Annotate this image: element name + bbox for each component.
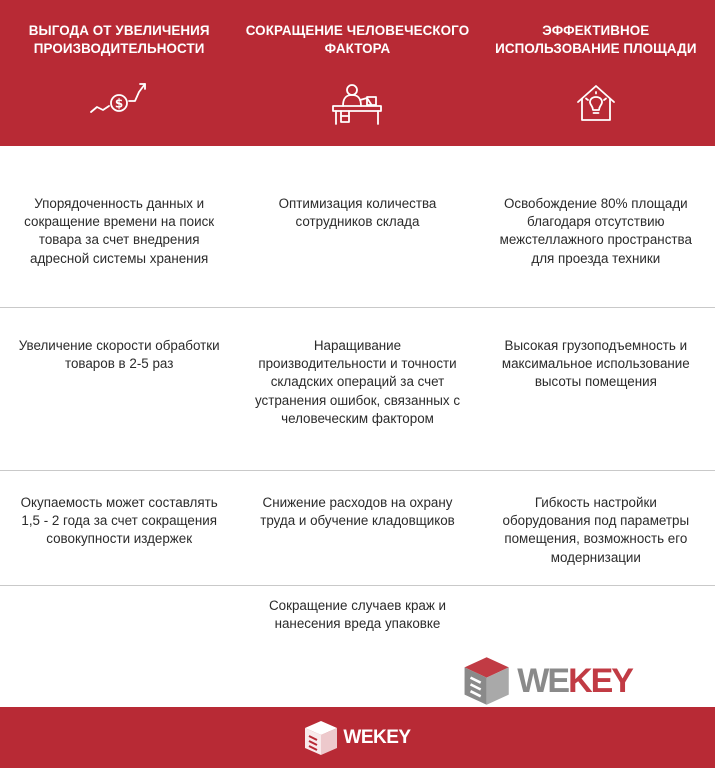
house-idea-icon	[566, 80, 626, 128]
money-growth-icon	[89, 80, 149, 128]
table-row	[0, 471, 715, 586]
header-title-space: ЭФФЕКТИВНОЕ ИСПОЛЬЗОВАНИЕ ПЛОЩАДИ	[495, 23, 697, 56]
watermark-brand-part1: WE	[517, 661, 569, 700]
benefits-table	[0, 146, 715, 711]
table-row	[0, 308, 715, 471]
header-column-productivity	[0, 0, 238, 146]
wekey-cube-logo-icon	[462, 651, 511, 711]
table-cell: Снижение расходов на охрану труда и обучение кладовщиков	[260, 495, 455, 529]
watermark-brand-part2: KEY	[568, 661, 632, 700]
header-title-productivity: ВЫГОДА ОТ УВЕЛИЧЕНИЯ ПРОИЗВОДИТЕЛЬНОСТИ	[28, 23, 210, 56]
table-cell: Освобождение 80% площади благодаря отсутствию межстеллажного пространства для проезда техники	[499, 196, 692, 266]
table-cell: Упорядоченность данных и сокращение времени на поиск товара за счет внедрения адресной системы хранения	[24, 196, 215, 266]
table-cell: Окупаемость может составлять 1,5 - 2 года за счет сокращения совокупности издержек	[20, 495, 218, 547]
office-worker-icon	[327, 80, 387, 128]
wekey-logo-icon	[304, 720, 338, 756]
footer-band	[0, 707, 715, 768]
svg-text:$: $	[114, 96, 124, 111]
header-band	[0, 0, 715, 146]
wekey-watermark	[462, 650, 632, 712]
header-column-human-factor	[238, 0, 476, 146]
footer-logo	[304, 720, 410, 756]
table-cell: Высокая грузоподъемность и максимальное использование высоты помещения	[501, 338, 690, 390]
footer-brand: WEKEY	[343, 726, 411, 748]
table-cell: Оптимизация количества сотрудников склада	[278, 196, 437, 230]
table-row	[0, 146, 715, 308]
header-column-space	[477, 0, 715, 146]
watermark-brand	[517, 662, 632, 701]
table-cell	[0, 586, 238, 711]
table-cell: Наращивание производительности и точности складских операций за счет устранения ошибок, связанных с человеческим фактором	[254, 338, 461, 426]
table-cell: Сокращение случаев краж и нанесения вреда упаковке	[268, 598, 447, 632]
table-cell: Увеличение скорости обработки товаров в 2-5 раз	[18, 338, 220, 372]
table-cell: Гибкость настройки оборудования под параметры помещения, возможность его модернизации	[502, 495, 690, 565]
header-title-human-factor: СОКРАЩЕНИЕ ЧЕЛОВЕЧЕСКОГО ФАКТОРА	[245, 23, 470, 56]
